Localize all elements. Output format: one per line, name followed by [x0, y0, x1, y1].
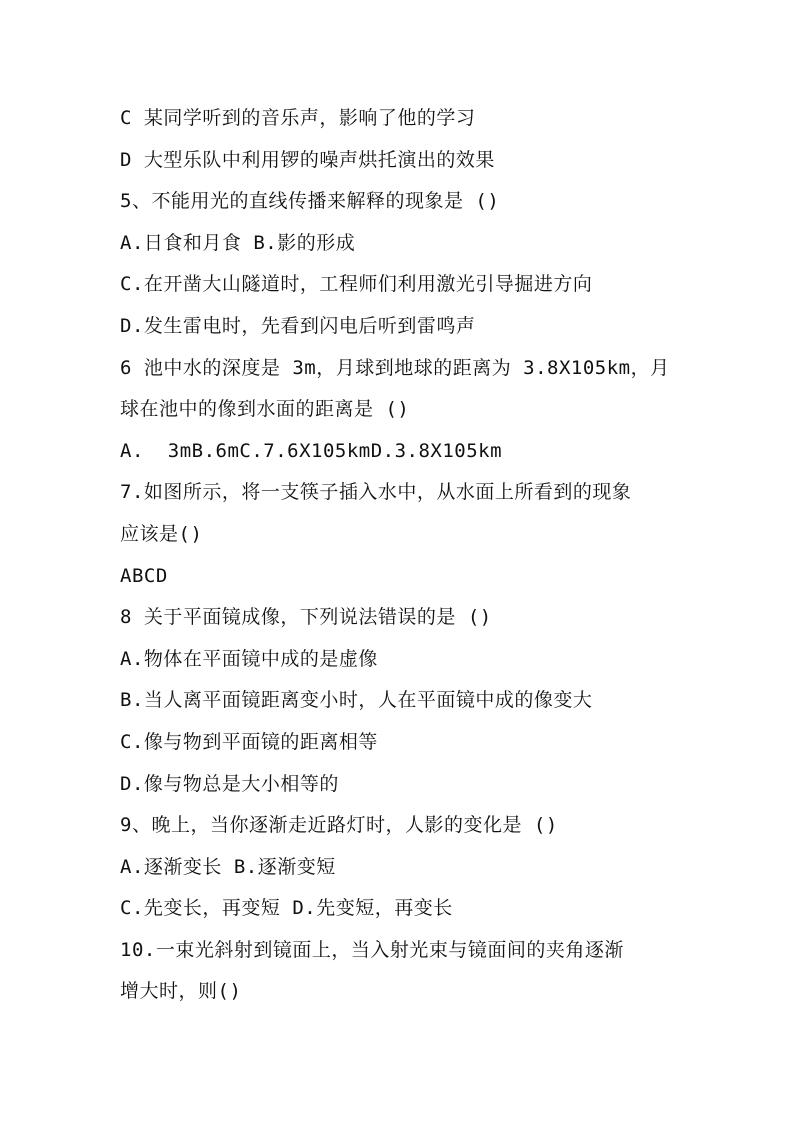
question-9-options-cd: C.先变长，再变短 D.先变短，再变长: [120, 897, 453, 920]
question-8-option-a: A.物体在平面镜中成的是虚像: [120, 647, 378, 670]
text-line: D 大型乐队中利用锣的噪声烘托演出的效果: [120, 148, 495, 171]
question-7-stem-cont: 应该是(): [120, 522, 203, 545]
text-block: [120, 98, 700, 1013]
question-5-stem: 5、不能用光的直线传播来解释的现象是 (): [120, 190, 500, 213]
question-10-stem: 10.一束光斜射到镜面上，当入射光束与镜面间的夹角逐渐: [120, 938, 624, 961]
question-5-option-c: C.在开凿大山隧道时，工程师们利用激光引导掘进方向: [120, 273, 593, 296]
question-7-options: ABCD: [120, 564, 168, 587]
question-5-option-d: D.发生雷电时，先看到闪电后听到雷鸣声: [120, 314, 476, 337]
question-5-options-ab: A.日食和月食 B.影的形成: [120, 231, 356, 254]
question-8-option-c: C.像与物到平面镜的距离相等: [120, 730, 378, 753]
question-8-option-d: D.像与物总是大小相等的: [120, 772, 339, 795]
question-7-stem: 7.如图所示，将一支筷子插入水中，从水面上所看到的现象: [120, 481, 632, 504]
question-6-options: A. 3mB.6mC.7.6X105kmD.3.8X105km: [120, 439, 503, 462]
question-8-option-b: B.当人离平面镜距离变小时，人在平面镜中成的像变大: [120, 689, 593, 712]
text-line: C 某同学听到的音乐声，影响了他的学习: [120, 107, 476, 129]
question-6-stem: 6 池中水的深度是 3m，月球到地球的距离为 3.8X105km，月: [120, 356, 670, 379]
question-6-stem-cont: 球在池中的像到水面的距离是 (): [120, 398, 410, 421]
question-8-stem: 8 关于平面镜成像，下列说法错误的是 (): [120, 606, 492, 629]
question-10-stem-cont: 增大时，则(): [120, 980, 242, 1003]
question-9-options-ab: A.逐渐变长 B.逐渐变短: [120, 855, 336, 878]
question-9-stem: 9、晚上，当你逐渐走近路灯时，人影的变化是 (): [120, 814, 558, 837]
